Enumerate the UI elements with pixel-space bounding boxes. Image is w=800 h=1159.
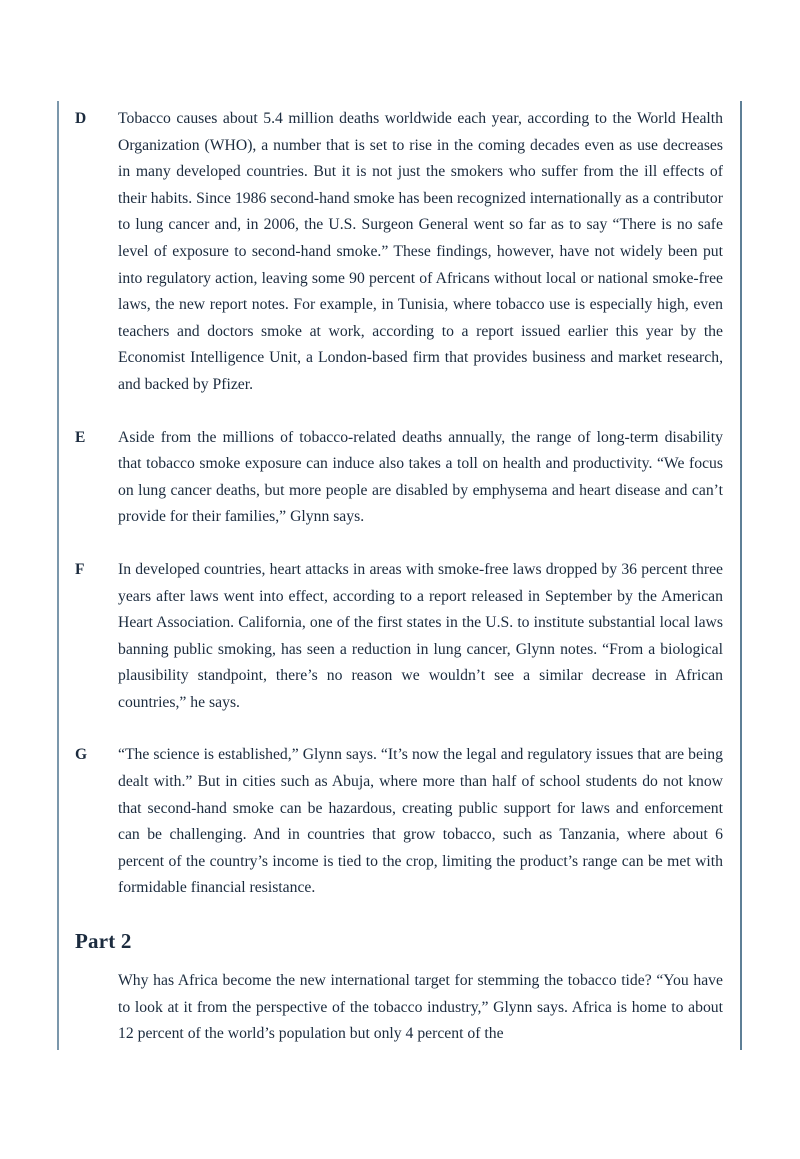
paragraph-d: [75, 106, 723, 399]
paragraph-letter-e: E: [75, 428, 86, 446]
paragraph-e: [75, 425, 723, 531]
paragraph-letter-d: D: [75, 110, 87, 127]
paragraph-letter-g: G: [75, 746, 88, 764]
left-margin-rule: [57, 101, 59, 1050]
paragraph-text-e: Aside from the millions of tobacco-related deaths annually, the range of long-term disability that tobacco smoke exposure can induce also takes a toll on health and productivity. “We focus on lung cancer deaths, but more people are disabled by emphysema and heart disease and can’t provide for their families,” Glynn says.: [118, 428, 723, 526]
paragraph-text-d: Tobacco causes about 5.4 million deaths worldwide each year, according to the World Health Organization (WHO), a number that is set to rise in the coming decades even as use decreases in many developed countries. But it is not just the smokers who suffer from the ill effects of their habits. Since 1986 second-hand smoke has been recognized internationally as a contributor to lung cancer and, in 2006, the U.S. Surgeon General went so far as to say “There is no safe level of exposure to second-hand smoke.” These findings, however, have not widely been put into regulatory action, leaving some 90 percent of Africans without local or national smoke-free laws, the new report notes. For example, in Tunisia, where tobacco use is especially high, even teachers and doctors smoke at work, according to a report issued earlier this year by the Economist Intelligence Unit, a London-based firm that provides business and market research, and backed by Pfizer.: [118, 110, 723, 393]
right-margin-rule: [740, 101, 742, 1050]
section-body-part-2: Why has Africa become the new international target for stemming the tobacco tide? “You have to look at it from the perspective of the tobacco industry,” Glynn says. Africa is home to about 12 percent of the world’s population but only 4 percent of the: [118, 972, 723, 1043]
paragraph-letter-f: F: [75, 560, 85, 578]
content-column: [75, 106, 723, 1048]
paragraph-f: [75, 557, 723, 717]
paragraph-g: [75, 742, 723, 902]
paragraph-text-f: In developed countries, heart attacks in areas with smoke-free laws dropped by 36 percent three years after laws went into effect, according to a report released in September by the American Heart Association. California, one of the first states in the U.S. to institute substantial local laws banning public smoking, has seen a reduction in lung cancer, Glynn notes. “From a biological plausibility standpoint, there’s no reason we wouldn’t see a similar decrease in African countries,” he says.: [118, 560, 723, 711]
section-heading-part-2: Part 2: [75, 929, 132, 954]
paragraph-text-g: “The science is established,” Glynn says. “It’s now the legal and regulatory issues that are being dealt with.” But in cities such as Abuja, where more than half of school students do not know that second-hand smoke can be hazardous, creating public support for laws and enforcement can be challenging. And in countries that grow tobacco, such as Tanzania, where about 6 percent of the country’s income is tied to the crop, limiting the product’s range can be met with formidable financial resistance.: [118, 746, 723, 897]
